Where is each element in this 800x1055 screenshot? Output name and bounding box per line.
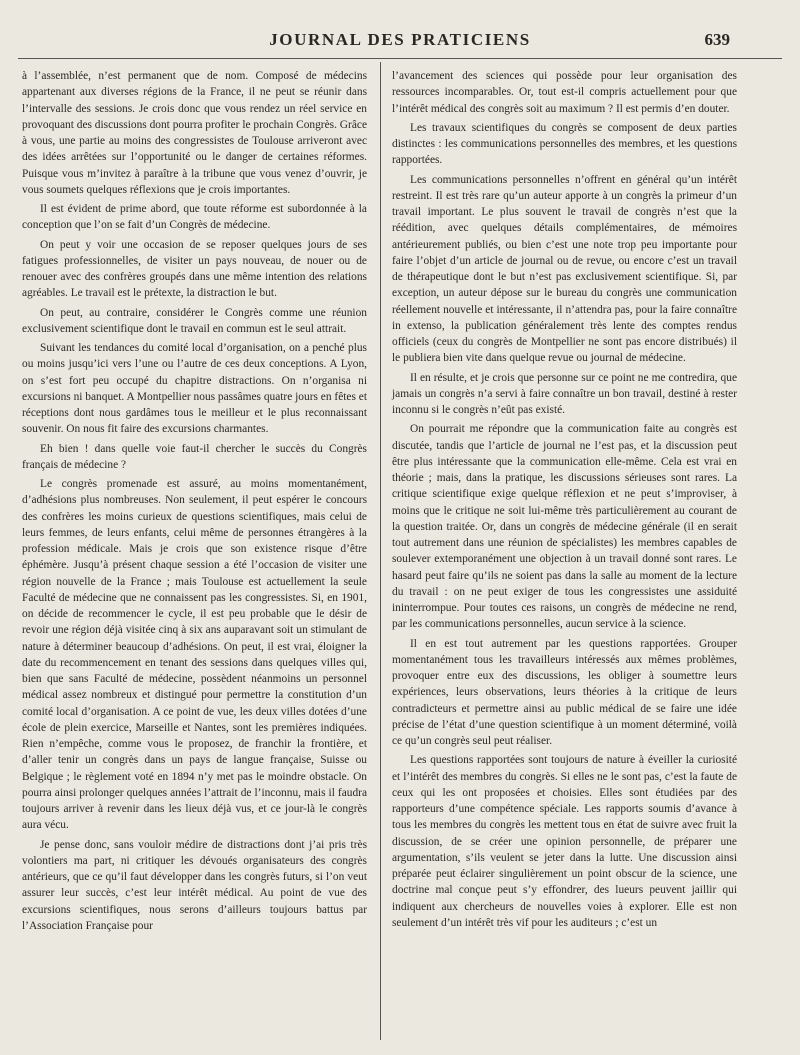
paragraph: à l’assemblée, n’est permanent que de nom. Composé de médecins appartenant aux diverses régions de la France, il ne peut se réunir dans l’intervalle des sessions. Je crois donc que vous rendez un réel service en provoquant des discussions dont pourra profiter le prochain Congrès. Grâce à vous, une partie au moins des congressistes de Toulouse arriveront avec des idées arrêtées sur l’opportunité ou le danger de certaines réformes. Puisque vous m’invitez à paraître à la tribune que vous venez d’ouvrir, je vous soumets quelques réflexions que je crois importantes. <box>22 70 367 196</box>
journal-title: JOURNAL DES PRATICIENS <box>269 30 531 49</box>
left-column <box>22 68 367 937</box>
page-header <box>18 28 782 58</box>
paragraph: On pourrait me répondre que la communication faite au congrès est discutée, tandis que l’article de journal ne l’est pas, et la discussion peut être plus intéressante que la communication elle-même. Cela est vrai en théorie ; mais, dans la pratique, les discussions sérieuses sont rares. La critique scientifique exige quelque réflexion et ne peut s’improviser, à moins que le critique ne soit lui-même très particulièrement au courant de la question traitée. Or, dans un congrès de médecine générale (il en serait tout autrement dans une réunion de spécialistes) les membres capables de soulever extemporanément une objection à un travail donné sont rares. Le hasard peut faire qu’ils ne soient pas dans la salle au moment de la lecture du travail : on ne peut exiger de tous les congressistes une assiduité ininterrompue. Pour toutes ces raisons, un congrès de médecine ne rend, par les communications personnelles, aucun service à la science. <box>392 423 737 631</box>
right-column <box>392 68 737 934</box>
paragraph: Les communications personnelles n’offrent en général qu’un intérêt restreint. Il est très rare qu’un auteur apporte à un congrès la primeur d’un travail important. Le plus souvent le travail de congrès n’est que la réédition, avec quelques détails complémentaires, de mémoires antérieurement publiés, ou bien c’est une note trop peu importante pour faire l’objet d’un article de journal ou de revue, ou encore c’est un travail de thérapeutique dont le but n’est pas exclusivement scientifique. Si, par exception, un auteur dépose sur le bureau du congrès une communication réellement nouvelle et intéressante, il n’attendra pas, pour la faire connaître in extenso, la publication généralement très lente des comptes rendus officiels (ceux du congrès de Montpellier ne sont pas encore distribués) il le publiera bien vite dans quelque revue ou journal de médecine. <box>392 173 737 365</box>
paragraph: Eh bien ! dans quelle voie faut-il chercher le succès du Congrès français de médecine ? <box>22 442 367 471</box>
paragraph: On peut, au contraire, considérer le Congrès comme une réunion exclusivement scientifique dont le travail en commun est le seul attrait. <box>22 306 367 335</box>
paragraph: Il en est tout autrement par les questions rapportées. Grouper momentanément tous les travailleurs intéressés aux mêmes problèmes, provoquer entre eux des discussions, les obliger à soumettre leurs expériences, leurs observations, leurs théories à la critique de leurs contradicteurs et permettre ainsi au public médical de se faire une idée précise de l’état d’une question scientifique à un moment déterminé, voilà ce qu’un congrès seul peut réaliser. <box>392 637 737 747</box>
paragraph: Il est évident de prime abord, que toute réforme est subordonnée à la conception que l’on se fait d’un Congrès de médecine. <box>22 203 367 232</box>
paragraph: On peut y voir une occasion de se reposer quelques jours de ses fatigues professionnelles, de visiter un pays nouveau, de nouer ou de renouer avec des confrères groupés dans une même intention des relations agréables. Le travail est le prétexte, la distraction le but. <box>22 238 367 300</box>
paragraph: Le congrès promenade est assuré, au moins momentanément, d’adhésions plus nombreuses. Non seulement, il peut espérer le concours des confrères les moins curieux de questions scientifiques, mais celui de leurs femmes, de leurs enfants, celui même de personnes étrangères à la profession médicale. Mais je crois que son existence risque d’être éphémère. Jusqu’à présent chaque session a été l’occasion de visiter une région nouvelle de la France ; mais Toulouse est actuellement la seule Faculté de médecine que ne connaissent pas les congressistes. Si, en 1901, on décide de recommencer le cycle, il est peu probable que le désir de revoir une région déjà visitée cinq à six ans auparavant soit un stimulant de nature à déterminer beaucoup d’adhésions. On peut, il est vrai, éloigner la date du recommencement en tenant des sessions dans quelques villes qui, bien que sans Faculté de médecine, possèdent néanmoins un personnel médical assez nombreux et distingué pour permettre la constitution d’un comité local d’organisation. A ce point de vue, les deux villes dotées d’une école de plein exercice, Marseille et Nantes, sont les premières indiquées. Rien n’empêche, comme vous le proposez, de franchir la frontière, et d’aller tenir un congrès dans un pays de langue française, Suisse ou Belgique ; le règlement voté en 1894 n’y met pas le moindre obstacle. On pourra ainsi prolonger quelques années l’attrait de l’inconnu, mais il faudra toujours arriver à revenir dans les lieux déjà vus, et ce jour-là le congrès aura vécu. <box>22 478 367 832</box>
paragraph: Suivant les tendances du comité local d’organisation, on a penché plus ou moins jusqu’ici vers l’une ou l’autre de ces deux conceptions. A Lyon, on s’est fort peu occupé du chapitre distractions. On n’organisa ni excursions ni banquet. A Montpellier nous passâmes quatre jours en fêtes et réceptions dont nous gardâmes tous le meilleur et le plus reconnaissant souvenir. On nous fit faire des excursions charmantes. <box>22 342 367 436</box>
header-rule <box>18 58 782 59</box>
paragraph: Il en résulte, et je crois que personne sur ce point ne me contredira, que jamais un congrès n’a servi à faire connaître un bon travail, destiné à rester inconnu si le congrès n’eût pas existé. <box>392 371 737 416</box>
paragraph: Je pense donc, sans vouloir médire de distractions dont j’ai pris très volontiers ma part, ni critiquer les dévoués organisateurs des congrès antérieurs, que ce qu’il faut développer dans les congrès futurs, si l’on veut assurer leur succès, c’est leur intérêt médical. Au point de vue des excursions scientifiques, nous serons d’ailleurs toujours battus par l’Association Française pour <box>22 838 367 932</box>
page-number: 639 <box>704 30 730 49</box>
paragraph: Les questions rapportées sont toujours de nature à éveiller la curiosité et l’intérêt des membres du congrès. Si elles ne le sont pas, c’est la faute de ceux qui les ont proposées et choisies. Elles sont étudiées par des rapporteurs d’une compétence spéciale. Les rapports soumis d’avance à tous les membres du congrès les mettent tous en état de suivre avec fruit la discussion, de se créer une opinion personnelle, de préparer une argumentation, s’ils veulent se jeter dans la lutte. Une discussion ainsi préparée peut éclairer singulièrement un point obscur de la science, une doctrine mal conçue peut s’y effondrer, des lueurs peuvent jaillir qui indiquent aux chercheurs de nouvelles voies à explorer. Elle est non seulement d’un intérêt très vif pour les auditeurs ; c’est un <box>392 754 737 929</box>
paragraph: l’avancement des sciences qui possède pour leur organisation des ressources incomparables. Or, tout est-il compris actuellement pour que l’intérêt médical des congrès soit au maximum ? Il est permis d’en douter. <box>392 70 737 115</box>
column-divider <box>380 62 381 1040</box>
paragraph: Les travaux scientifiques du congrès se composent de deux parties distinctes : les communications personnelles des membres, et les questions rapportées. <box>392 121 737 167</box>
